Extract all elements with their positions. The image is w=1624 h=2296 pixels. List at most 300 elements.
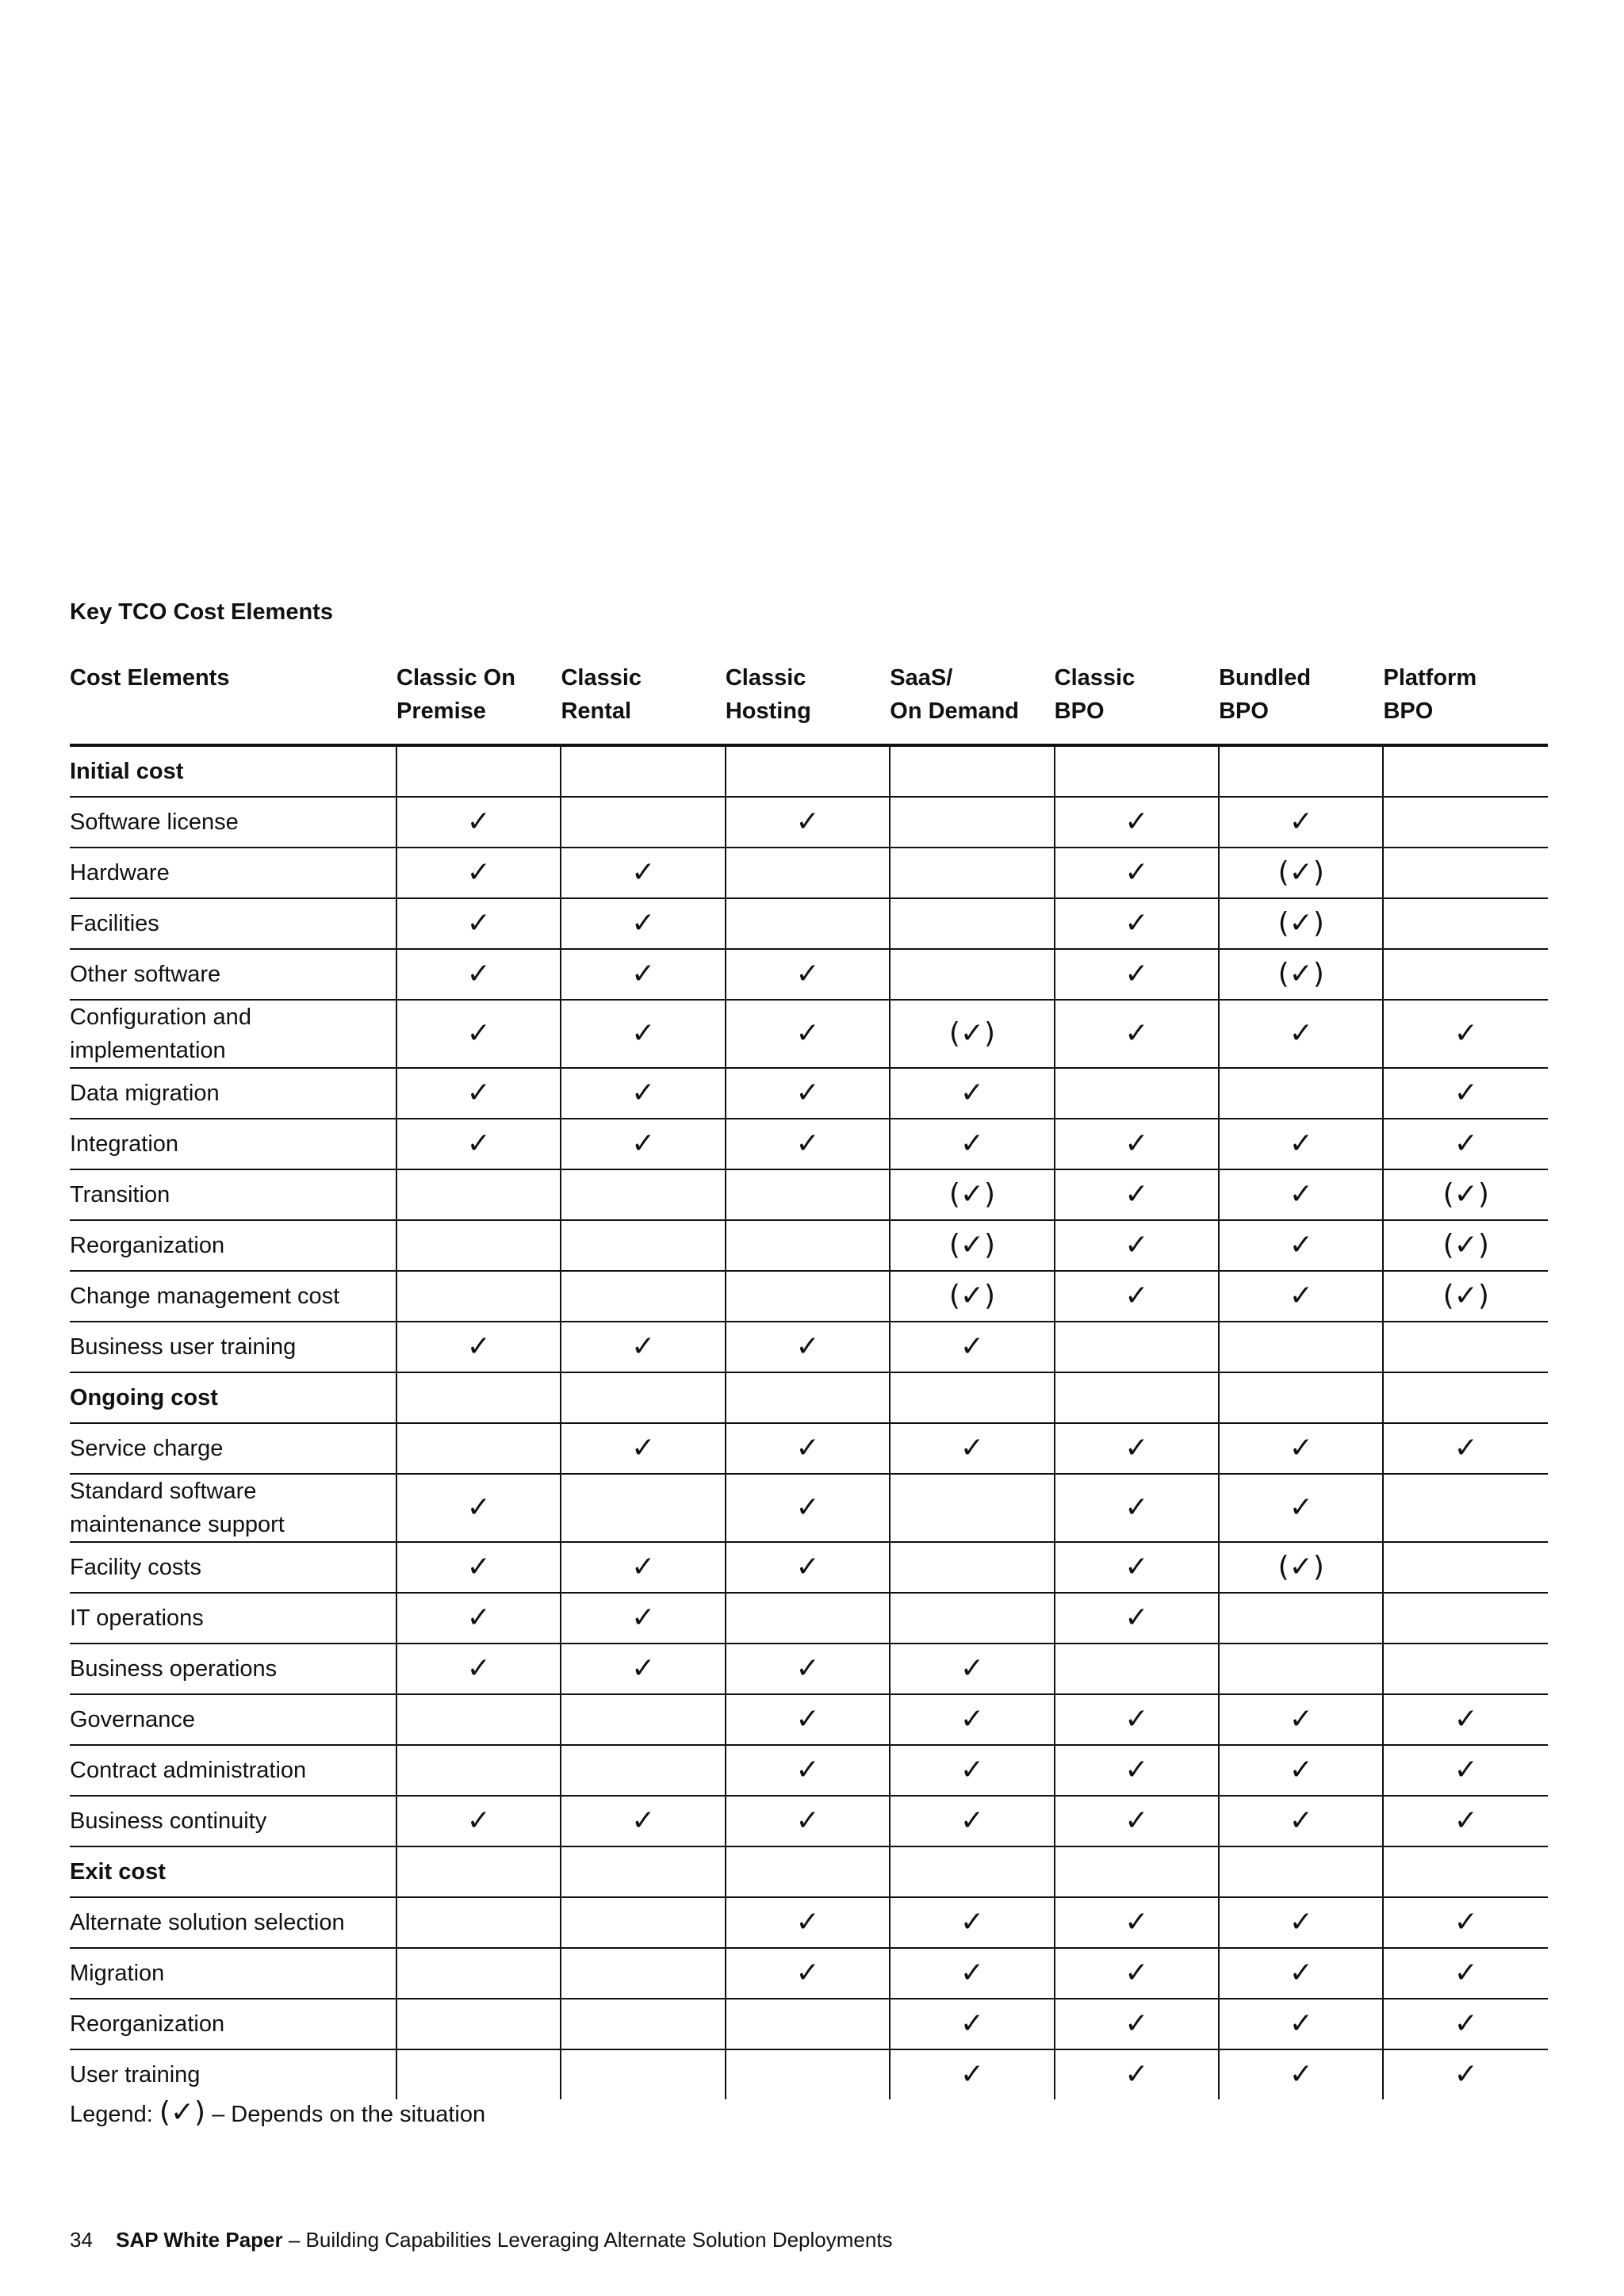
column-header-line: BPO	[1054, 698, 1105, 724]
section-row-ongoing-cost	[70, 1372, 1548, 1423]
table-cell	[561, 1000, 725, 1068]
checkmark-icon: ✓	[466, 1491, 491, 1524]
table-cell	[561, 1999, 725, 2049]
table-cell	[1055, 1322, 1219, 1372]
table-cell	[726, 848, 890, 898]
checkmark-icon: ✓	[959, 1906, 985, 1938]
table-cell	[726, 1322, 890, 1372]
checkmark-icon: ✓	[795, 1906, 820, 1938]
table-cell	[561, 1694, 725, 1745]
checkmark-icon: ✓	[466, 1017, 491, 1050]
checkmark-icon: ✓	[795, 1491, 820, 1524]
table-cell	[561, 848, 725, 898]
row-label: Business operations	[70, 1644, 396, 1694]
row-label: Reorganization	[70, 1220, 396, 1271]
table-cell	[1219, 1846, 1383, 1897]
table-cell	[890, 1644, 1054, 1694]
checkmark-icon: ✓	[1289, 1703, 1313, 1735]
table-cell	[396, 1542, 561, 1593]
column-header-classic-bpo	[1055, 661, 1219, 745]
column-header-line: Rental	[561, 698, 632, 724]
table-cell	[890, 1423, 1054, 1474]
table-cell	[1383, 1119, 1548, 1169]
table-cell	[1219, 1644, 1383, 1694]
table-cell	[726, 1271, 890, 1322]
conditional-checkmark-icon: (✓)	[1277, 907, 1324, 939]
checkmark-icon: ✓	[631, 1127, 656, 1160]
checkmark-icon: ✓	[1124, 2058, 1149, 2091]
table-cell	[726, 1948, 890, 1999]
table-cell	[1383, 1423, 1548, 1474]
table-cell	[396, 1846, 561, 1897]
table-cell	[1383, 949, 1548, 1000]
table-cell	[396, 1169, 561, 1220]
column-header-platform-bpo	[1383, 661, 1548, 745]
row-label: Governance	[70, 1694, 396, 1745]
table-row	[70, 1694, 1548, 1745]
table-cell	[1219, 1999, 1383, 2049]
row-label: Integration	[70, 1119, 396, 1169]
table-cell	[726, 1220, 890, 1271]
table-cell	[1219, 1694, 1383, 1745]
table-cell	[890, 1745, 1054, 1796]
table-row	[70, 1000, 1548, 1068]
column-header-classic-hosting	[726, 661, 890, 745]
checkmark-icon: ✓	[631, 1077, 656, 1109]
table-cell	[890, 1220, 1054, 1271]
checkmark-icon: ✓	[959, 1703, 985, 1735]
header-cost-elements: Cost Elements	[70, 661, 396, 745]
table-cell	[1055, 1745, 1219, 1796]
table-cell	[561, 1119, 725, 1169]
checkmark-icon: ✓	[795, 1077, 820, 1109]
checkmark-icon: ✓	[1289, 806, 1313, 838]
row-label: IT operations	[70, 1593, 396, 1644]
table-row	[70, 1169, 1548, 1220]
checkmark-icon: ✓	[631, 1017, 656, 1050]
checkmark-icon: ✓	[1124, 958, 1149, 990]
section-row-exit-cost	[70, 1846, 1548, 1897]
table-cell	[726, 1999, 890, 2049]
conditional-checkmark-icon: (✓)	[1277, 856, 1324, 889]
table-cell	[1055, 949, 1219, 1000]
table-cell	[561, 949, 725, 1000]
table-cell	[1383, 1068, 1548, 1119]
legend-depends-icon: (✓)	[159, 2096, 206, 2129]
table-cell	[1055, 2049, 1219, 2099]
checkmark-icon: ✓	[1124, 1551, 1149, 1583]
column-header-line: Classic	[561, 665, 642, 691]
checkmark-icon: ✓	[466, 856, 491, 889]
checkmark-icon: ✓	[466, 1601, 491, 1634]
table-cell	[726, 1542, 890, 1593]
checkmark-icon: ✓	[1289, 1127, 1313, 1160]
table-cell	[1383, 898, 1548, 949]
table-cell	[726, 1000, 890, 1068]
table-cell	[890, 1068, 1054, 1119]
table-title: Key TCO Cost Elements	[70, 599, 333, 625]
table-cell	[1055, 1644, 1219, 1694]
row-label: Migration	[70, 1948, 396, 1999]
checkmark-icon: ✓	[631, 1652, 656, 1685]
checkmark-icon: ✓	[1124, 1754, 1149, 1786]
table-cell	[396, 1119, 561, 1169]
checkmark-icon: ✓	[1454, 1127, 1478, 1160]
table-row	[70, 1796, 1548, 1846]
column-header-line: On Demand	[890, 698, 1020, 724]
checkmark-icon: ✓	[1454, 1906, 1478, 1938]
row-label: Configuration and implementation	[70, 1000, 396, 1068]
table-cell	[1055, 1423, 1219, 1474]
row-label: Alternate solution selection	[70, 1897, 396, 1948]
table-cell	[396, 1897, 561, 1948]
table-row	[70, 898, 1548, 949]
checkmark-icon: ✓	[1124, 907, 1149, 939]
table-cell	[1055, 1542, 1219, 1593]
table-cell	[1055, 745, 1219, 797]
table-cell	[1383, 1593, 1548, 1644]
checkmark-icon: ✓	[466, 1330, 491, 1363]
table-cell	[561, 1745, 725, 1796]
checkmark-icon: ✓	[631, 1432, 656, 1464]
section-label: Exit cost	[70, 1846, 396, 1897]
table-cell	[1383, 1948, 1548, 1999]
table-cell	[890, 898, 1054, 949]
conditional-checkmark-icon: (✓)	[1442, 1229, 1489, 1261]
table-cell	[726, 1593, 890, 1644]
conditional-checkmark-icon: (✓)	[948, 1280, 996, 1312]
checkmark-icon: ✓	[959, 1804, 985, 1837]
table-cell	[561, 1474, 725, 1542]
checkmark-icon: ✓	[1289, 1432, 1313, 1464]
checkmark-icon: ✓	[1289, 1017, 1313, 1050]
table-cell	[396, 745, 561, 797]
conditional-checkmark-icon: (✓)	[948, 1178, 996, 1211]
table-cell	[1383, 1271, 1548, 1322]
row-label: Service charge	[70, 1423, 396, 1474]
row-label: Transition	[70, 1169, 396, 1220]
table-row	[70, 1474, 1548, 1542]
conditional-checkmark-icon: (✓)	[1442, 1280, 1489, 1312]
checkmark-icon: ✓	[1454, 1432, 1478, 1464]
table-cell	[890, 1542, 1054, 1593]
table-cell	[396, 1423, 561, 1474]
checkmark-icon: ✓	[1454, 1804, 1478, 1837]
table-cell	[1219, 1220, 1383, 1271]
row-label: Facilities	[70, 898, 396, 949]
table-cell	[561, 1542, 725, 1593]
row-label: Hardware	[70, 848, 396, 898]
table-cell	[1383, 1846, 1548, 1897]
table-cell	[561, 1948, 725, 1999]
table-cell	[890, 2049, 1054, 2099]
table-cell	[396, 848, 561, 898]
table-cell	[726, 1694, 890, 1745]
table-cell	[396, 1644, 561, 1694]
table-cell	[1383, 2049, 1548, 2099]
checkmark-icon: ✓	[1454, 1957, 1478, 1989]
column-header-line: Classic On	[396, 665, 515, 691]
column-header-line: Platform	[1383, 665, 1477, 691]
table-row	[70, 1068, 1548, 1119]
checkmark-icon: ✓	[959, 2058, 985, 2091]
table-cell	[1055, 797, 1219, 848]
checkmark-icon: ✓	[1289, 1280, 1313, 1312]
column-header-line: SaaS/	[890, 665, 953, 691]
column-header-line: Bundled	[1219, 665, 1312, 691]
table-cell	[1055, 898, 1219, 949]
table-row	[70, 1593, 1548, 1644]
table-cell	[561, 1220, 725, 1271]
checkmark-icon: ✓	[466, 1127, 491, 1160]
column-header-bundled-bpo	[1219, 661, 1383, 745]
table-cell	[726, 1423, 890, 1474]
checkmark-icon: ✓	[795, 806, 820, 838]
table-cell	[890, 1897, 1054, 1948]
table-cell	[396, 898, 561, 949]
checkmark-icon: ✓	[466, 1077, 491, 1109]
table-cell	[1055, 1846, 1219, 1897]
table-cell	[561, 1068, 725, 1119]
table-cell	[890, 1000, 1054, 1068]
checkmark-icon: ✓	[959, 1330, 985, 1363]
table-cell	[1219, 1169, 1383, 1220]
table-cell	[396, 1220, 561, 1271]
table-body	[70, 745, 1548, 2099]
column-header-line: Premise	[396, 698, 486, 724]
table-cell	[561, 1796, 725, 1846]
legend-prefix: Legend:	[70, 2102, 153, 2127]
table-cell	[1219, 1542, 1383, 1593]
legend	[70, 2093, 485, 2134]
checkmark-icon: ✓	[1454, 1077, 1478, 1109]
table-cell	[396, 1796, 561, 1846]
table-cell	[396, 1000, 561, 1068]
table-cell	[1219, 1119, 1383, 1169]
table-cell	[1383, 1796, 1548, 1846]
table-cell	[1219, 1796, 1383, 1846]
table-cell	[890, 1169, 1054, 1220]
footer-brand: SAP White Paper	[116, 2228, 283, 2252]
conditional-checkmark-icon: (✓)	[1442, 1178, 1489, 1211]
row-label: Data migration	[70, 1068, 396, 1119]
table-row	[70, 1948, 1548, 1999]
checkmark-icon: ✓	[795, 1330, 820, 1363]
column-header-line: BPO	[1219, 698, 1269, 724]
checkmark-icon: ✓	[1124, 1127, 1149, 1160]
table-row	[70, 1322, 1548, 1372]
table-row	[70, 797, 1548, 848]
checkmark-icon: ✓	[795, 958, 820, 990]
table-row	[70, 949, 1548, 1000]
table-row	[70, 1644, 1548, 1694]
checkmark-icon: ✓	[1124, 806, 1149, 838]
table-cell	[561, 1846, 725, 1897]
table-cell	[1219, 1271, 1383, 1322]
table-cell	[890, 745, 1054, 797]
table-cell	[396, 1999, 561, 2049]
checkmark-icon: ✓	[959, 1957, 985, 1989]
column-header-line: Hosting	[725, 698, 811, 724]
table-cell	[726, 1169, 890, 1220]
table-cell	[1055, 1474, 1219, 1542]
table-cell	[1219, 1423, 1383, 1474]
table-cell	[890, 949, 1054, 1000]
table-cell	[561, 1593, 725, 1644]
table-cell	[561, 1271, 725, 1322]
checkmark-icon: ✓	[1124, 2007, 1149, 2040]
table-cell	[726, 1846, 890, 1897]
table-cell	[1055, 1694, 1219, 1745]
checkmark-icon: ✓	[1289, 1178, 1313, 1211]
table-cell	[1055, 1948, 1219, 1999]
table-cell	[1383, 745, 1548, 797]
section-row-initial-cost	[70, 745, 1548, 797]
checkmark-icon: ✓	[1289, 1491, 1313, 1524]
checkmark-icon: ✓	[959, 1127, 985, 1160]
table-cell	[726, 1897, 890, 1948]
table-cell	[726, 1474, 890, 1542]
section-label: Initial cost	[70, 745, 396, 797]
page-footer	[70, 2229, 893, 2250]
table-cell	[1055, 1068, 1219, 1119]
section-label: Ongoing cost	[70, 1372, 396, 1423]
row-label: Reorganization	[70, 1999, 396, 2049]
conditional-checkmark-icon: (✓)	[1277, 1551, 1324, 1583]
checkmark-icon: ✓	[1124, 1601, 1149, 1634]
table-cell	[726, 898, 890, 949]
checkmark-icon: ✓	[1124, 1957, 1149, 1989]
checkmark-icon: ✓	[631, 1330, 656, 1363]
row-label: Contract administration	[70, 1745, 396, 1796]
table-cell	[890, 848, 1054, 898]
conditional-checkmark-icon: (✓)	[948, 1017, 996, 1050]
table-cell	[561, 1372, 725, 1423]
table-cell	[1383, 848, 1548, 898]
table-cell	[561, 797, 725, 848]
table-cell	[1055, 1372, 1219, 1423]
checkmark-icon: ✓	[1454, 1754, 1478, 1786]
table-cell	[890, 1694, 1054, 1745]
table-cell	[890, 1796, 1054, 1846]
column-header-line: Classic	[1054, 665, 1136, 691]
checkmark-icon: ✓	[1289, 1906, 1313, 1938]
table-header-row	[70, 661, 1548, 745]
table-cell	[1055, 848, 1219, 898]
table-cell	[1055, 1796, 1219, 1846]
checkmark-icon: ✓	[631, 856, 656, 889]
table-cell	[1219, 1948, 1383, 1999]
checkmark-icon: ✓	[1124, 1703, 1149, 1735]
table-cell	[1219, 1593, 1383, 1644]
table-cell	[396, 797, 561, 848]
table-row	[70, 1271, 1548, 1322]
checkmark-icon: ✓	[1454, 1017, 1478, 1050]
table-cell	[1219, 1745, 1383, 1796]
table-cell	[1055, 1119, 1219, 1169]
table-cell	[726, 1796, 890, 1846]
checkmark-icon: ✓	[795, 1754, 820, 1786]
row-label: Business user training	[70, 1322, 396, 1372]
checkmark-icon: ✓	[959, 1077, 985, 1109]
conditional-checkmark-icon: (✓)	[948, 1229, 996, 1261]
table-row	[70, 848, 1548, 898]
checkmark-icon: ✓	[1289, 1804, 1313, 1837]
checkmark-icon: ✓	[1454, 2058, 1478, 2091]
table-cell	[726, 1745, 890, 1796]
table-cell	[890, 1271, 1054, 1322]
table-cell	[396, 1068, 561, 1119]
checkmark-icon: ✓	[466, 958, 491, 990]
table-cell	[1219, 2049, 1383, 2099]
checkmark-icon: ✓	[466, 1804, 491, 1837]
checkmark-icon: ✓	[959, 1754, 985, 1786]
row-label: Standard software maintenance support	[70, 1474, 396, 1542]
table-cell	[1383, 1474, 1548, 1542]
table-row	[70, 1542, 1548, 1593]
checkmark-icon: ✓	[959, 2007, 985, 2040]
table-cell	[1219, 797, 1383, 848]
table-cell	[1383, 1000, 1548, 1068]
table-cell	[561, 1322, 725, 1372]
table-row	[70, 1119, 1548, 1169]
table-cell	[1219, 1000, 1383, 1068]
table-cell	[396, 949, 561, 1000]
table-cell	[396, 1948, 561, 1999]
column-header-line: BPO	[1383, 698, 1434, 724]
table-cell	[726, 797, 890, 848]
table-cell	[890, 1948, 1054, 1999]
table-cell	[1055, 1169, 1219, 1220]
checkmark-icon: ✓	[795, 1652, 820, 1685]
table-cell	[1219, 1372, 1383, 1423]
table-cell	[1383, 1220, 1548, 1271]
checkmark-icon: ✓	[795, 1551, 820, 1583]
checkmark-icon: ✓	[466, 1652, 491, 1685]
legend-text: – Depends on the situation	[212, 2102, 486, 2127]
table-cell	[1219, 848, 1383, 898]
checkmark-icon: ✓	[1289, 1754, 1313, 1786]
table-cell	[1219, 898, 1383, 949]
table-cell	[726, 1119, 890, 1169]
table-cell	[1055, 1897, 1219, 1948]
checkmark-icon: ✓	[1124, 1178, 1149, 1211]
tco-cost-table	[70, 661, 1548, 2099]
row-label: User training	[70, 2062, 201, 2087]
table-cell	[1055, 1220, 1219, 1271]
table-cell	[1383, 1694, 1548, 1745]
checkmark-icon: ✓	[795, 1432, 820, 1464]
table-row	[70, 1999, 1548, 2049]
table-row	[70, 1423, 1548, 1474]
column-header-saas-on-demand	[890, 661, 1054, 745]
table-row	[70, 1897, 1548, 1948]
table-cell	[1219, 1474, 1383, 1542]
checkmark-icon: ✓	[795, 1017, 820, 1050]
column-header-line: Classic	[725, 665, 806, 691]
page-number: 34	[70, 2228, 93, 2252]
table-cell	[726, 1644, 890, 1694]
table-cell	[1219, 1068, 1383, 1119]
table-cell	[726, 2049, 890, 2099]
checkmark-icon: ✓	[1124, 1280, 1149, 1312]
table-row	[70, 1745, 1548, 1796]
table-cell	[396, 1745, 561, 1796]
table-cell	[890, 1372, 1054, 1423]
table-cell	[1055, 1593, 1219, 1644]
column-header-classic-rental	[561, 661, 725, 745]
table-cell	[890, 1999, 1054, 2049]
